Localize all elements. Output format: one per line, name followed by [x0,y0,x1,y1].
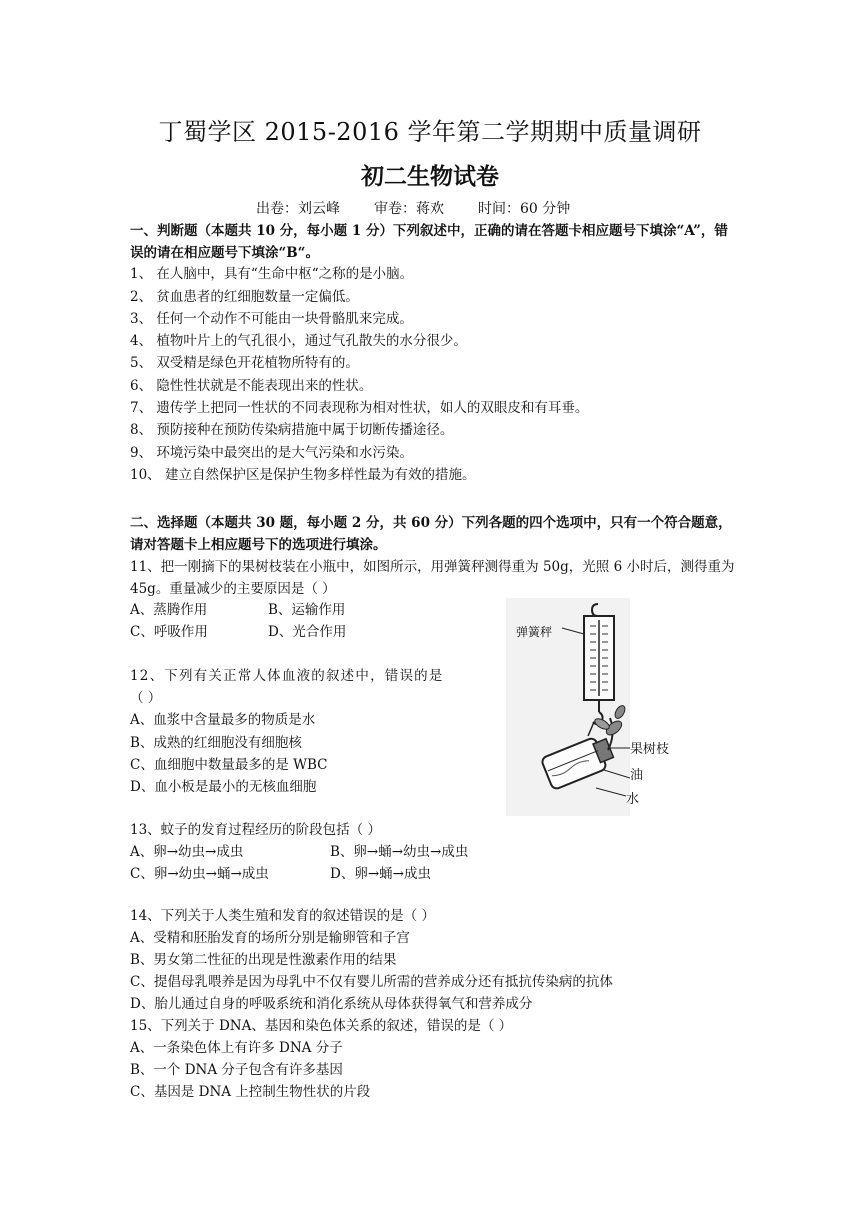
judge-item: 7、 遗传学上把同一性状的不同表现称为相对性状，如人的双眼皮和有耳垂。 [130,400,589,416]
judge-item: 8、 预防接种在预防传染病措施中属于切断传播途径。 [130,422,454,438]
reviewer-text: 审卷：蒋欢 [374,201,444,217]
q13-options-row1 [130,842,468,862]
q14-stem: 14、下列关于人类生殖和发育的叙述错误的是（ ） [130,908,435,924]
q12-blank: （ ） [130,690,162,706]
judge-item: 2、 贫血患者的红细胞数量一定偏低。 [130,289,359,305]
q12-option-b: B、成熟的红细胞没有细胞核 [130,735,302,751]
judge-item: 5、 双受精是绿色开花植物所特有的。 [130,355,359,371]
judge-item: 9、 环境污染中最突出的是大气污染和水污染。 [130,445,413,461]
exam-meta [256,198,604,218]
q11-option-a: A、蒸腾作用 [130,602,208,618]
q13-option-b: B、卵→蛹→幼虫→成虫 [330,844,469,860]
q11-option-c: C、呼吸作用 [130,624,208,640]
q14-option-a: A、受精和胚胎发育的场所分别是输卵管和子宫 [130,930,410,946]
figure-label-water: 水 [626,792,640,807]
q15-stem: 15、下列关于 DNA、基因和染色体关系的叙述，错误的是（ ） [130,1018,513,1034]
judge-item: 3、 任何一个动作不可能由一块骨骼肌来完成。 [130,311,413,327]
q15-option-b: B、一个 DNA 分子包含有许多基因 [130,1062,343,1078]
q13-options-row2 [130,864,431,884]
judge-item: 1、 在人脑中，具有“生命中枢“之称的是小脑。 [130,266,414,282]
q12-option-d: D、血小板是最小的无核血细胞 [130,779,317,795]
figure-label-branch: 果树枝 [630,742,670,757]
q11-option-b: B、运输作用 [268,602,346,618]
q11-options-row1 [130,600,345,620]
q13-option-c: C、卵→幼虫→蛹→成虫 [130,866,269,882]
judge-item: 4、 植物叶片上的气孔很小，通过气孔散失的水分很少。 [130,333,467,349]
q13-option-d: D、卵→蛹→成虫 [330,866,431,882]
q13-stem: 13、蚊子的发育过程经历的阶段包括（ ） [130,822,381,838]
judge-item: 10、 建立自然保护区是保护生物多样性最为有效的措施。 [130,467,476,483]
q14-option-b: B、男女第二性征的出现是性激素作用的结果 [130,952,397,968]
q11-options-row2 [130,622,346,642]
q13-option-a: A、卵→幼虫→成虫 [130,844,244,860]
q14-option-c: C、提倡母乳喂养是因为母乳中不仅有婴儿所需的营养成分还有抵抗传染病的抗体 [130,974,613,990]
time-text: 时间：60 分钟 [478,201,571,217]
section2-heading: 二、选择题（本题共 30 题，每小题 2 分，共 60 分）下列各题的四个选项中，只有一个符合题意，请对答题卡上相应题号下的选项进行填涂。 [130,515,732,553]
page-title: 丁蜀学区 2015-2016 学年第二学期期中质量调研 [158,118,702,146]
q15-option-c: C、基因是 DNA 上控制生物性状的片段 [130,1084,371,1100]
q12-option-a: A、血浆中含量最多的物质是水 [130,712,316,728]
section1-heading: 一、判断题（本题共 10 分，每小题 1 分）下列叙述中，正确的请在答题卡相应题号下填涂“A”，错误的请在相应题号下填涂“B“。 [130,223,728,261]
page-subtitle: 初二生物试卷 [361,163,499,190]
q15-option-a: A、一条染色体上有许多 DNA 分子 [130,1040,343,1056]
q12-option-c: C、血细胞中数量最多的是 WBC [130,757,328,773]
q11-option-d: D、光合作用 [268,624,347,640]
q14-option-d: D、胎儿通过自身的呼吸系统和消化系统从母体获得氧气和营养成分 [130,996,533,1012]
q11-stem: 11、把一刚摘下的果树枝装在小瓶中，如图所示，用弹簧秤测得重为 50g，光照 6 小时后，测得重为 45g。重量减少的主要原因是（ ） [130,559,735,597]
q12-stem: 12、下列有关正常人体血液的叙述中，错误的是 [130,668,444,684]
judge-item: 6、 隐性性状就是不能表现出来的性状。 [130,378,373,394]
author-text: 出卷：刘云峰 [256,201,340,217]
figure-label-scale: 弹簧秤 [516,625,553,639]
figure-label-oil: 油 [630,768,644,783]
